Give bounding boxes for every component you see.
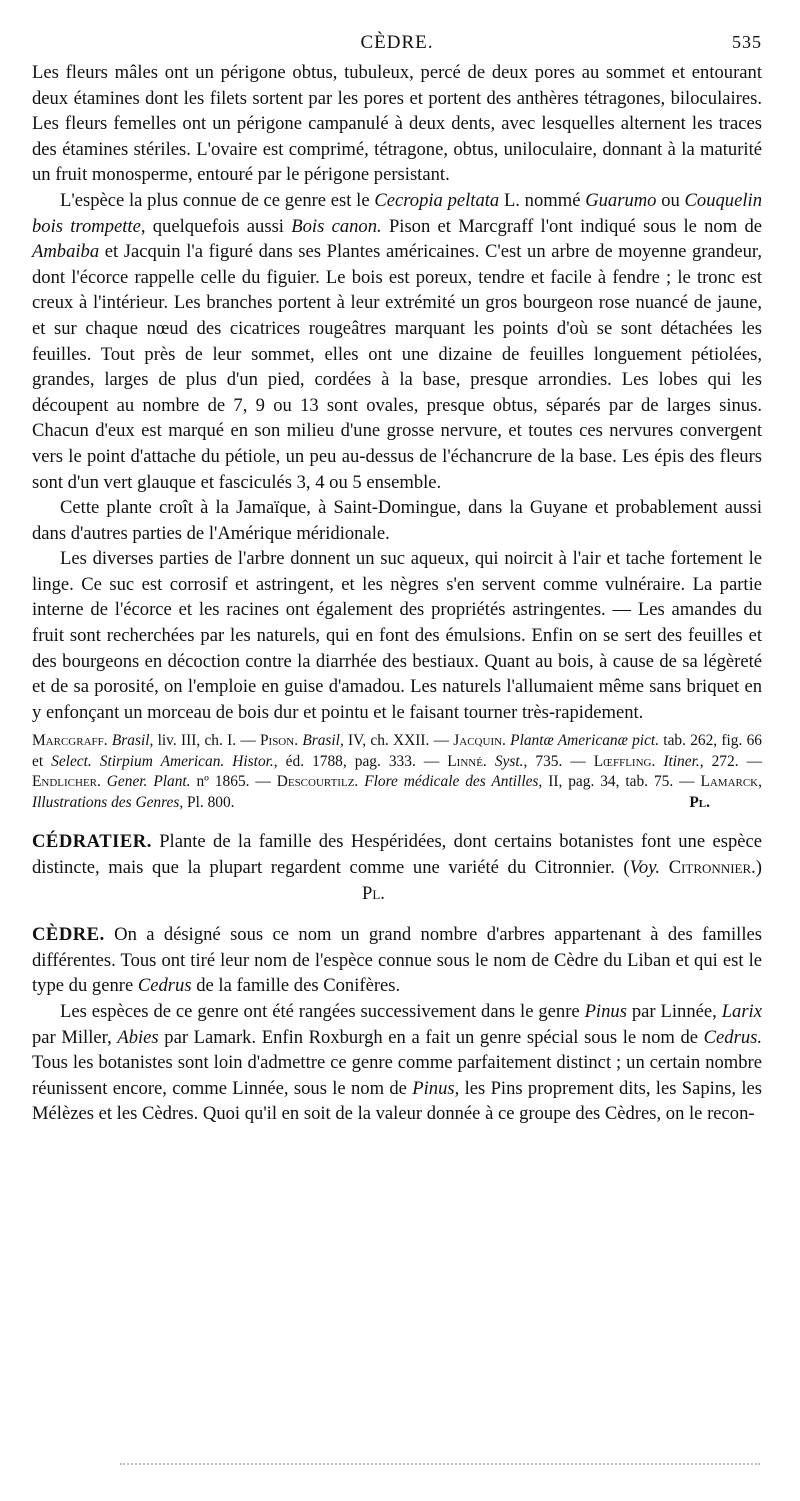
text-run: , 272. —: [699, 752, 762, 770]
text-run: liv. III, ch. I. —: [153, 732, 260, 750]
ref-author: Marcgraff.: [32, 732, 108, 750]
author-signature: Pl.: [362, 882, 385, 904]
ref-title: Flore médicale des Antilles,: [364, 773, 543, 791]
cedre-paragraph-genus: [32, 999, 762, 1127]
text-run-italic: Larix: [721, 1001, 762, 1022]
ref-author: Lœffling.: [593, 752, 656, 770]
text-run: et Jacquin l'a figuré dans ses Plantes américaines. C'est un arbre de moyenne grandeur, dont l'écorce rappelle celle du figuier. Le bois est poreux, tendre et facile à fendre ; le tronc est creux à l'intérieur. Les branches portent à leur extrémité un gros bourgeon rose nuancé de jaune, et sur chaque nœud des cicatrices rougeâtres marquant les points d'où se sont détachées les feuilles. Tout près de leur sommet, elles ont une dizaine de feuilles longuement pétiolées, grandes, larges de plus d'un pied, cordées à la base, presque arrondies. Les lobes qui les découpent au nombre de 7, 9 ou 13 sont ovales, presque obtus, séparés par de larges sinus. Chacun d'eux est marqué en son milieu d'une grosse nervure, et toutes ces nervures convergent vers le point d'attache du pétiole, un peu au-dessus de l'échancrure de la base. Les épis des fleurs sont d'un vert glauque et fasciculés 3, 4 ou 5 ensemble.: [32, 241, 762, 493]
ref-author: Linné.: [447, 752, 487, 770]
text-run: [660, 857, 669, 878]
text-run: par Miller,: [32, 1026, 118, 1048]
running-title: CÈDRE.: [360, 32, 434, 53]
text-run: ou: [656, 189, 685, 211]
author-signature: Pl.: [689, 793, 710, 811]
ref-author: Pison.: [259, 732, 299, 750]
text-run: , 735. —: [523, 752, 594, 770]
text-run: , éd. 1788, pag. 333. —: [273, 752, 448, 770]
text-run: II, pag. 34, tab. 75. —: [542, 773, 701, 791]
ref-title: Gener. Plant.: [106, 773, 191, 791]
text-run-italic: Guarumo: [585, 189, 657, 211]
running-head: [32, 26, 762, 56]
headword-cedratier: CÉDRATIER.: [32, 831, 152, 853]
ref-author: Endlicher.: [32, 773, 101, 791]
text-run: L'espèce la plus connue de ce genre est le: [60, 189, 375, 211]
ref-title: Syst.: [494, 752, 524, 770]
text-run-italic: Bois canon.: [291, 215, 382, 237]
ref-author: Jacquin.: [453, 732, 506, 750]
cecropia-paragraph-species: [32, 188, 762, 495]
text-run: IV, ch. XXII. —: [343, 732, 454, 750]
entry-cedre: [32, 922, 762, 999]
text-run-italic: Pinus: [584, 1001, 627, 1022]
ref-author: Descourtilz.: [276, 773, 359, 791]
entry-cedratier: [32, 829, 762, 906]
ref-title: Illustrations des Genres,: [32, 793, 184, 811]
ref-title: Plantæ Americanæ pict.: [510, 732, 660, 750]
headword-cedre: CÈDRE.: [32, 924, 105, 946]
text-run-italic: Pinus: [412, 1077, 455, 1099]
text-run-italic: Cecropia peltata: [374, 189, 500, 211]
text-run: Pl. 800.: [183, 793, 235, 811]
ref-title: Select. Stirpium American. Histor.: [51, 752, 274, 770]
text-run: par Lamark. Enfin Roxburgh en a fait un genre spécial sous le nom de: [158, 1026, 704, 1048]
text-run: .): [751, 857, 762, 879]
ref-title: Brasil,: [302, 732, 344, 750]
text-run: nº 1865. —: [190, 773, 277, 791]
cecropia-paragraph-habitat: Cette plante croît à la Jamaïque, à Saint-Domingue, dans la Guyane et probablement aussi dans d'autres parties de l'Amérique méridionale.: [32, 497, 762, 544]
ref-title: Itiner.: [663, 752, 700, 770]
cecropia-paragraph-flowers: Les fleurs mâles ont un périgone obtus, tubuleux, percé de deux pores au sommet et entourant deux étamines dont les filets sortent par les pores et portent des anthères tétragones, biloculaires. Les fleurs femelles ont un périgone campanulé à deux dents, avec lesquelles alternent les traces des étamines stériles. L'ovaire est comprimé, tétragone, obtus, uniloculaire, donnant à la maturité un fruit monosperme, entouré par le périgone persistant.: [32, 62, 762, 186]
text-run: On a désigné sous ce nom un grand nombre d'arbres appartenant à des familles différentes. Tous ont tiré leur nom de l'espèce connue sous le nom de Cèdre du Liban et qui est le type du genre: [32, 924, 762, 997]
text-run: L. nommé: [499, 189, 586, 211]
text-run: tab. 262, fig. 66 et: [32, 732, 762, 770]
text-run-italic: Ambaiba: [32, 241, 100, 263]
bleed-through-line: [120, 1463, 760, 1467]
text-run: de la famille des Conifères.: [191, 975, 401, 997]
page-number: 535: [732, 32, 762, 52]
text-run-italic: Voy.: [629, 857, 661, 879]
text-run: Pison et Marcgraff l'ont indiqué sous le nom de: [381, 215, 763, 237]
text-run: , quelquefois aussi: [140, 215, 292, 237]
page: [32, 26, 762, 1127]
text-run-italic: Cedrus.: [703, 1026, 762, 1048]
text-run: Les espèces de ce genre ont été rangées successivement dans le genre: [60, 1001, 585, 1022]
text-run: Plante de la famille des Hespéridées, dont certains botanistes font une espèce distincte, mais que la plupart regardent comme une variété du Citronnier. (: [32, 831, 762, 879]
text-run: , les Pins proprement dits, les Sapins, les Mélèzes et les Cèdres. Quoi qu'il en soit de la valeur donnée à ce groupe des Cèdres, on le recon-: [32, 1077, 762, 1125]
text-run: par Linnée,: [626, 1001, 722, 1022]
text-run-italic: Cedrus: [137, 975, 192, 997]
ref-author: Lamarck,: [700, 773, 762, 791]
text-run-italic: Abies: [117, 1026, 159, 1048]
cecropia-paragraph-uses: Les diverses parties de l'arbre donnent un suc aqueux, qui noircit à l'air et tache fortement le linge. Ce suc est corrosif et astringent, et les nègres s'en servent comme vulnéraire. La partie interne de l'écorce et les racines ont également des propriétés astringentes. — Les amandes du fruit sont recherchées par les naturels, qui en font des émulsions. Enfin on se sert des feuilles et des bourgeons en décoction contre la diarrhée des bestiaux. Quant au bois, à cause de sa légèreté et de sa porosité, on l'emploie en guise d'amadou. Les naturels l'allumaient même sans briquet en y enfonçant un morceau de bois dur et pointu et le faisant tourner très-rapidement.: [32, 548, 762, 723]
ref-title: Brasil,: [111, 732, 154, 750]
cross-reference: Citronnier: [668, 857, 752, 879]
bibliographic-references: [32, 731, 762, 813]
text-run: Tous les botanistes sont loin d'admettre ce genre comme parfaitement distinct ; un certain nombre réunissent encore, comme Linnée, sous le nom de: [32, 1052, 762, 1099]
text-run-italic: Couquelin bois trompette: [32, 189, 762, 237]
